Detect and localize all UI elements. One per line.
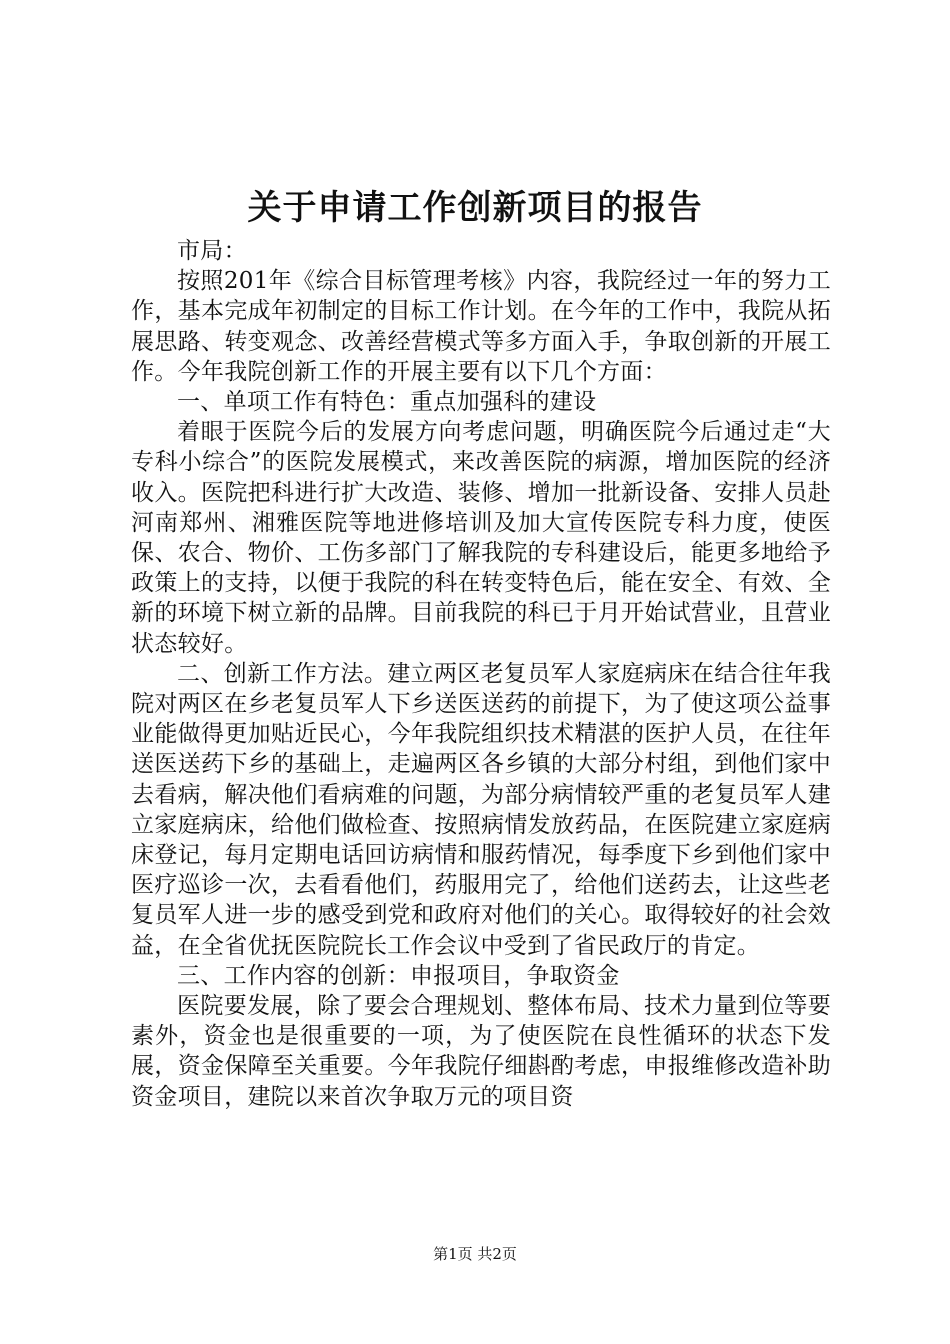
paragraph-section-3: 医院要发展，除了要会合理规划、整体布局、技术力量到位等要素外，资金也是很重要的一项，为了使医院在良性循环的状态下发展，资金保障至关重要。今年我院仔细斟酌考虑，申报维修改造补助资金项目，建院以来首次争取万元的项目资 — [131, 993, 831, 1110]
document-body — [131, 236, 831, 1112]
salutation: 市局： — [177, 238, 247, 264]
paragraph-intro: 按照201年《综合目标管理考核》内容，我院经过一年的努力工作，基本完成年初制定的目标工作计划。在今年的工作中，我院从拓展思路、转变观念、改善经营模式等多方面入手，争取创新的开展工作。今年我院创新工作的开展主要有以下几个方面： — [131, 268, 831, 385]
paragraph-section-1: 着眼于医院今后的发展方向考虑问题，明确医院今后通过走“大专科小综合”的医院发展模式，来改善医院的病源，增加医院的经济收入。医院把科进行扩大改造、装修、增加一批新设备、安排人员赴河南郑州、湘雅医院等地进修培训及加大宣传医院专科力度，使医保、农合、物价、工伤多部门了解我院的专科建设后，能更多地给予政策上的支持，以便于我院的科在转变特色后，能在安全、有效、全新的环境下树立新的品牌。目前我院的科已于月开始试营业，且营业状态较好。 — [131, 419, 831, 657]
section-heading-3: 三、工作内容的创新：申报项目，争取资金 — [177, 962, 620, 989]
document-title: 关于申请工作创新项目的报告 — [247, 188, 703, 228]
page-footer: 第1页 共2页 — [433, 1245, 517, 1263]
paragraph-section-2: 二、创新工作方法。建立两区老复员军人家庭病床在结合往年我院对两区在乡老复员军人下乡送医送药的前提下，为了使这项公益事业能做得更加贴近民心，今年我院组织技术精湛的医护人员，在往年送医送药下乡的基础上，走遍两区各乡镇的大部分村组，到他们家中去看病，解决他们看病难的问题，为部分病情较严重的老复员军人建立家庭病床，给他们做检查、按照病情发放药品，在医院建立家庭病床登记，每月定期电话回访病情和服药情况，每季度下乡到他们家中医疗巡诊一次，去看看他们，药服用完了，给他们送药去，让这些老复员军人进一步的感受到党和政府对他们的关心。取得较好的社会效益，在全省优抚医院院长工作会议中受到了省民政厅的肯定。 — [131, 660, 831, 959]
section-heading-1: 一、单项工作有特色：重点加强科的建设 — [177, 389, 597, 416]
